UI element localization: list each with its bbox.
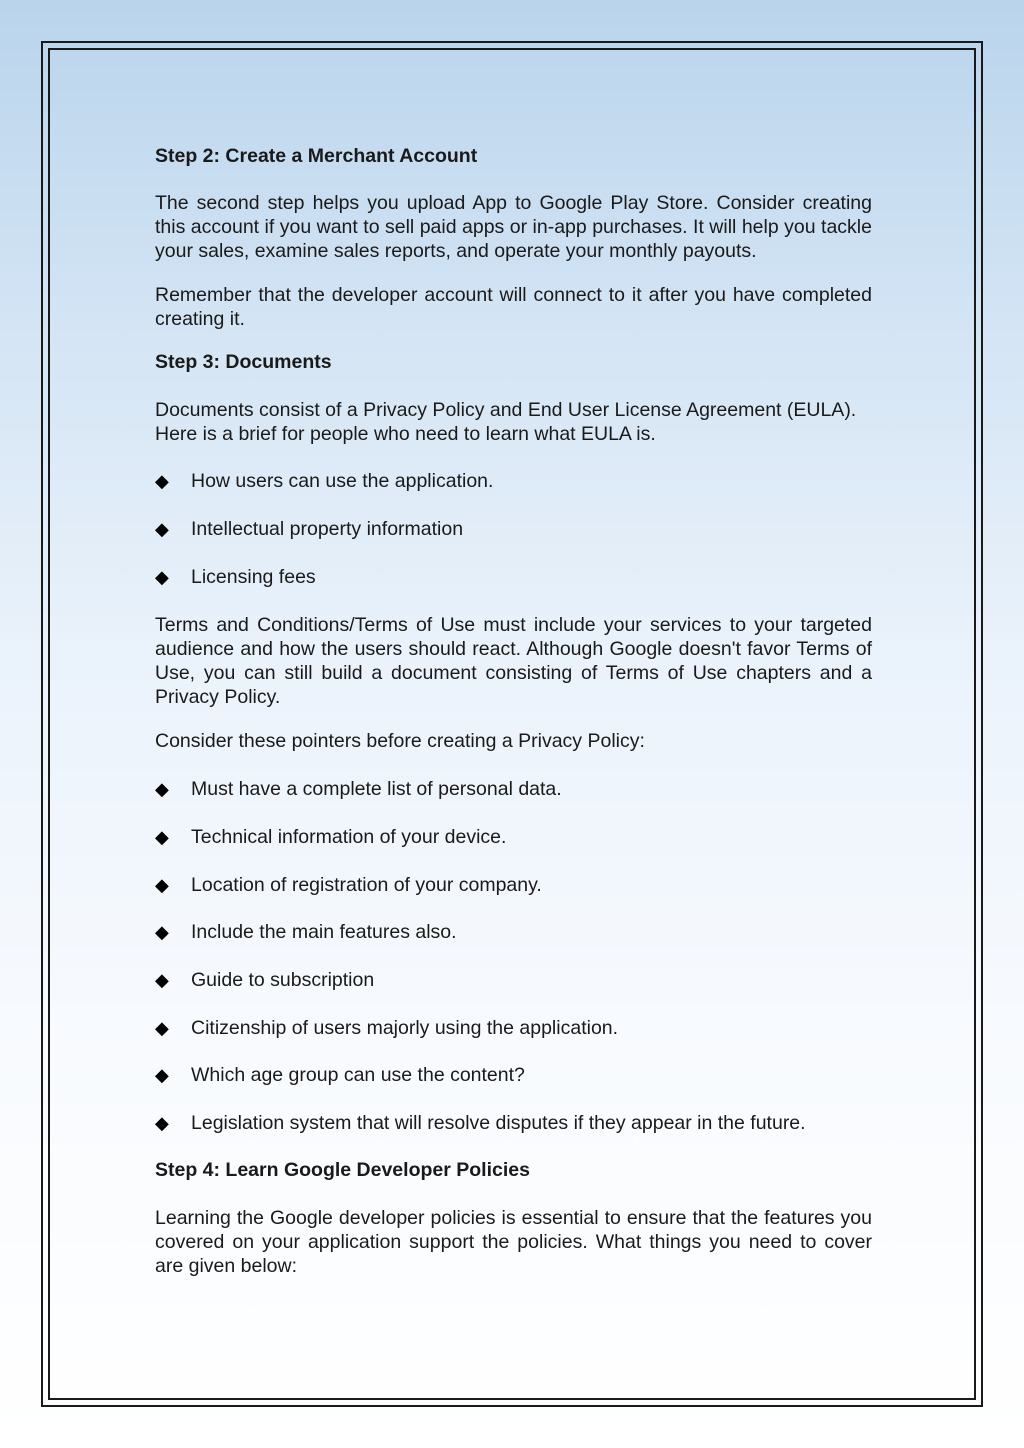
eula-bullet-list	[155, 469, 872, 589]
list-item	[155, 825, 872, 849]
step2-paragraph-2: Remember that the developer account will connect to it after you have completed creating it.	[155, 284, 872, 330]
diamond-bullet-icon: ◆	[155, 970, 169, 990]
list-item-text: Location of registration of your company.	[191, 874, 542, 896]
list-item	[155, 968, 872, 992]
step3-heading: Step 3: Documents	[155, 351, 332, 373]
diamond-bullet-icon: ◆	[155, 875, 169, 895]
privacy-intro: Consider these pointers before creating a Privacy Policy:	[155, 730, 645, 752]
diamond-bullet-icon: ◆	[155, 922, 169, 942]
document-content	[155, 144, 872, 1278]
step3-documents-paragraph	[155, 398, 872, 446]
step2-heading: Step 2: Create a Merchant Account	[155, 145, 478, 167]
diamond-bullet-icon: ◆	[155, 1018, 169, 1038]
list-item-text: Must have a complete list of personal data.	[191, 778, 562, 800]
list-item	[155, 469, 872, 493]
list-item	[155, 1016, 872, 1040]
diamond-bullet-icon: ◆	[155, 471, 169, 491]
list-item-text: Include the main features also.	[191, 921, 457, 943]
list-item-text: Citizenship of users majorly using the application.	[191, 1017, 619, 1039]
diamond-bullet-icon: ◆	[155, 567, 169, 587]
diamond-bullet-icon: ◆	[155, 1065, 169, 1085]
list-item-text: Licensing fees	[191, 566, 316, 588]
list-item	[155, 777, 872, 801]
list-item	[155, 1111, 872, 1135]
diamond-bullet-icon: ◆	[155, 827, 169, 847]
diamond-bullet-icon: ◆	[155, 1113, 169, 1133]
list-item-text: Legislation system that will resolve disputes if they appear in the future.	[191, 1112, 806, 1134]
diamond-bullet-icon: ◆	[155, 779, 169, 799]
step4-paragraph-1: Learning the Google developer policies is essential to ensure that the features you covered on your application support the policies. What things you need to cover are given below:	[155, 1207, 872, 1277]
list-item	[155, 920, 872, 944]
list-item-text: Guide to subscription	[191, 969, 375, 991]
list-item	[155, 873, 872, 897]
step3-documents-line-2: Here is a brief for people who need to learn what EULA is.	[155, 423, 656, 445]
list-item	[155, 1063, 872, 1087]
list-item	[155, 565, 872, 589]
list-item-text: Intellectual property information	[191, 518, 464, 540]
list-item	[155, 517, 872, 541]
list-item-text: Which age group can use the content?	[191, 1064, 525, 1086]
list-item-text: How users can use the application.	[191, 470, 494, 492]
diamond-bullet-icon: ◆	[155, 519, 169, 539]
step3-documents-line-1: Documents consist of a Privacy Policy and End User License Agreement (EULA).	[155, 399, 857, 421]
privacy-bullet-list	[155, 777, 872, 1135]
step4-heading: Step 4: Learn Google Developer Policies	[155, 1159, 530, 1181]
list-item-text: Technical information of your device.	[191, 826, 507, 848]
step2-paragraph-1: The second step helps you upload App to Google Play Store. Consider creating this account if you want to sell paid apps or in-app purchases. It will help you tackle your sales, examine sales reports, and operate your monthly payouts.	[155, 192, 872, 262]
terms-paragraph: Terms and Conditions/Terms of Use must include your services to your targeted audience and how the users should react. Although Google doesn't favor Terms of Use, you can still build a document consisting of Terms of Use chapters and a Privacy Policy.	[155, 614, 872, 708]
